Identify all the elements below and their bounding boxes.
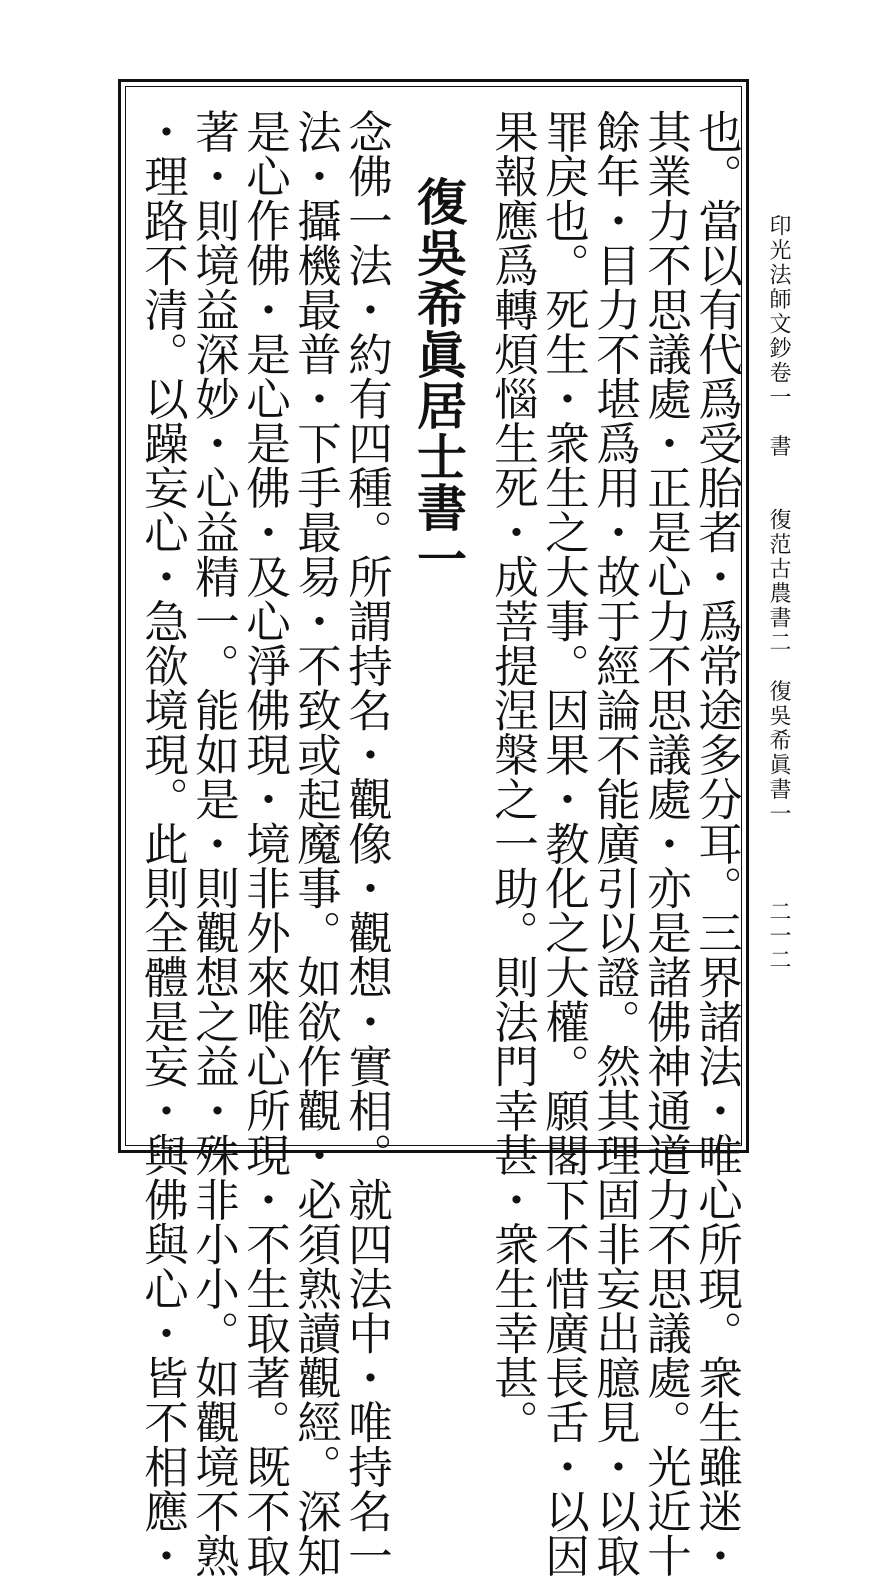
letter-title: 復吳希眞居士書一 [409, 176, 468, 584]
text-column-3: 餘年・目力不堪爲用・故于經論不能廣引以證。然其理固非妄出臆見・以取 [588, 109, 640, 1578]
text-column-8: 是心作佛・是心是佛・及心淨佛現・境非外來唯心所現・不生取著。既不取 [238, 109, 290, 1578]
text-column-2: 其業力不思議處・正是心力不思議處・亦是諸佛神通道力不思議處。光近十 [639, 109, 691, 1578]
text-column-1: 也。當以有代爲受胎者・爲常途多分耳。三界諸法・唯心所現。衆生雖迷・ [690, 109, 742, 1578]
running-head: 印光法師文鈔卷一 書 復范古農書二 復吳希眞書一 [766, 214, 791, 827]
text-column-9: 著・則境益深妙・心益精一。能如是・則觀想之益・殊非小小。如觀境不熟 [187, 109, 239, 1578]
text-column-6: 念佛一法・約有四種。所謂持名・觀像・觀想・實相。就四法中・唯持名一 [340, 109, 392, 1578]
text-column-7: 法・攝機最普・下手最易・不致或起魔事。如欲作觀・必須熟讀觀經。深知 [289, 109, 341, 1578]
page-number: 二一二 [766, 900, 791, 972]
text-column-10: ・理路不清。以躁妄心・急欲境現。此則全體是妄・與佛與心・皆不相應・ [136, 109, 188, 1578]
text-column-4: 罪戾也。死生・衆生之大事。因果・教化之大權。願閣下不惜廣長舌・以因 [537, 109, 589, 1578]
text-column-5: 果報應爲轉煩惱生死・成菩提涅槃之一助。則法門幸甚・衆生幸甚。 [486, 109, 538, 1444]
